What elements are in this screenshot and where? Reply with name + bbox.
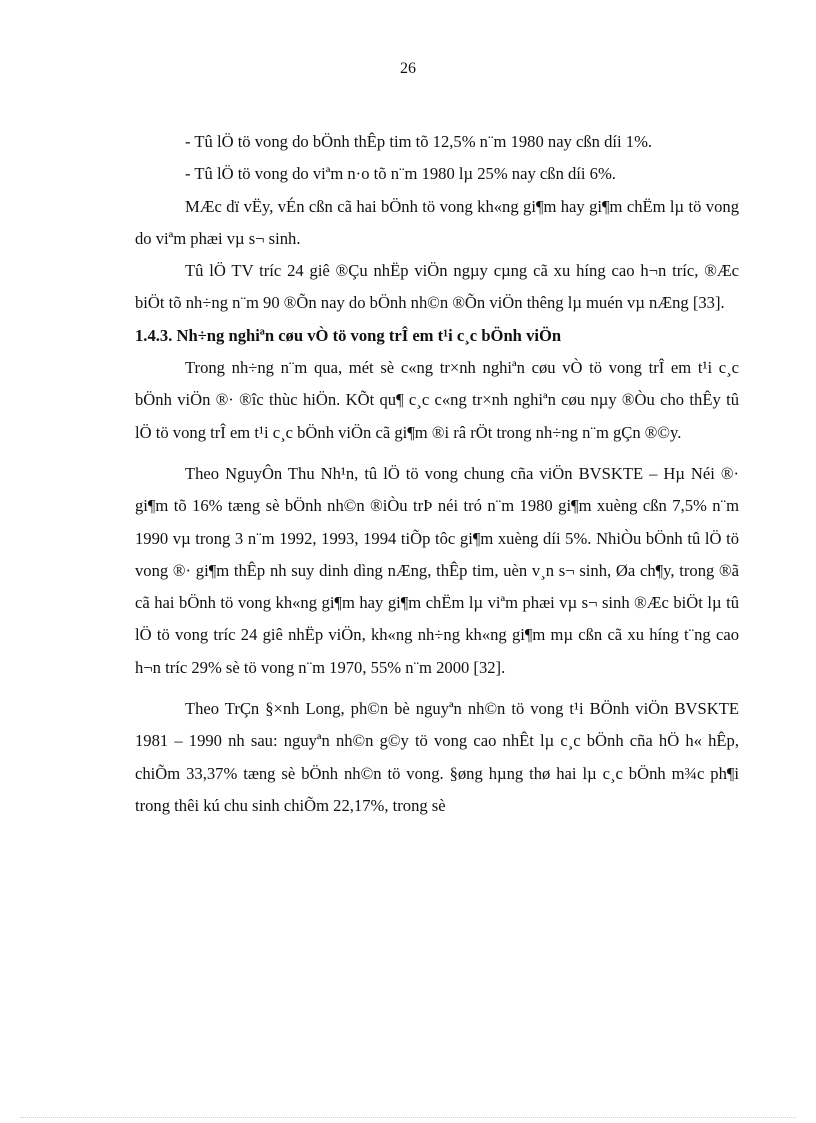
paragraph: Theo NguyÔn Thu Nh¹n, tû lÖ tö vong chung cña viÖn BVSKTE – Hµ Néi ®· gi¶m tõ 16% tæng sè bÖnh nh©n ®iÒu trÞ néi tró n¨m 1980 gi¶m xuèng cßn 7,5% n¨m 1990 vµ trong 3 n¨m 1992, 1993, 1994 tiÕp tôc gi¶m xuèng díi 5%. NhiÒu bÖnh tû lÖ tö vong ®· gi¶m thÊp nh suy dinh dìng nÆng, thÊp tim, uèn v¸n s¬ sinh, Øa ch¶y, trong ®ã cã hai bÖnh tö vong kh«ng gi¶m hay gi¶m chËm lµ viªm phæi vµ s¬ sinh ®Æc biÖt lµ tû lÖ tö vong tríc 24 giê nhËp viÖn, kh«ng nh÷ng kh«ng gi¶m mµ cßn cã xu híng t¨ng cao h¬n tríc 29% sè tö vong n¨m 1970, 55% n¨m 2000 [32]. xyxy=(135,463,739,677)
list-item: - Tû lÖ tö vong do viªm n·o tõ n¨m 1980 lµ 25% nay cßn díi 6%. xyxy=(185,164,616,184)
section-heading: 1.4.3. Nh÷ng nghiªn cøu vÒ tö vong trÎ em t¹i c¸c bÖnh viÖn xyxy=(135,325,562,345)
paragraph-gap xyxy=(135,449,739,458)
paragraph-gap xyxy=(135,684,739,693)
body-text xyxy=(135,126,739,822)
page-number: 26 xyxy=(400,60,416,77)
paragraph: MÆc dï vËy, vÉn cßn cã hai bÖnh tö vong kh«ng gi¶m hay gi¶m chËm lµ tö vong do viªm phæi vµ s¬ sinh. xyxy=(135,196,739,248)
paragraph: Tû lÖ TV tríc 24 giê ®Çu nhËp viÖn ngµy cµng cã xu híng cao h¬n tríc, ®Æc biÖt tõ nh÷ng n¨m 90 ®Õn nay do bÖnh nh©n ®Õn viÖn thêng lµ muén vµ nÆng [33]. xyxy=(135,261,739,313)
paragraph: Theo TrÇn §×nh Long, ph©n bè nguyªn nh©n tö vong t¹i BÖnh viÖn BVSKTE 1981 – 1990 nh sau: nguyªn nh©n g©y tö vong cao nhÊt lµ c¸c bÖnh cña hÖ h« hÊp, chiÕm 33,37% tæng sè bÖnh nh©n tö vong. §øng hµng thø hai lµ c¸c bÖnh m¾c ph¶i trong thêi kú chu sinh chiÕm 22,17%, trong sè xyxy=(135,699,739,815)
list-item: - Tû lÖ tö vong do bÖnh thÊp tim tõ 12,5% n¨m 1980 nay cßn díi 1%. xyxy=(185,132,653,151)
page-bottom-rule xyxy=(20,1117,796,1118)
paragraph: Trong nh÷ng n¨m qua, mét sè c«ng tr×nh nghiªn cøu vÒ tö vong trÎ em t¹i c¸c bÖnh viÖn ®· ®îc thùc hiÖn. KÕt qu¶ c¸c c«ng tr×nh nghiªn cøu nµy ®Òu cho thÊy tû lÖ tö vong trÎ em t¹i c¸c bÖnh viÖn cã gi¶m ®i râ rÖt trong nh÷ng n¨m gÇn ®©y. xyxy=(135,358,739,442)
